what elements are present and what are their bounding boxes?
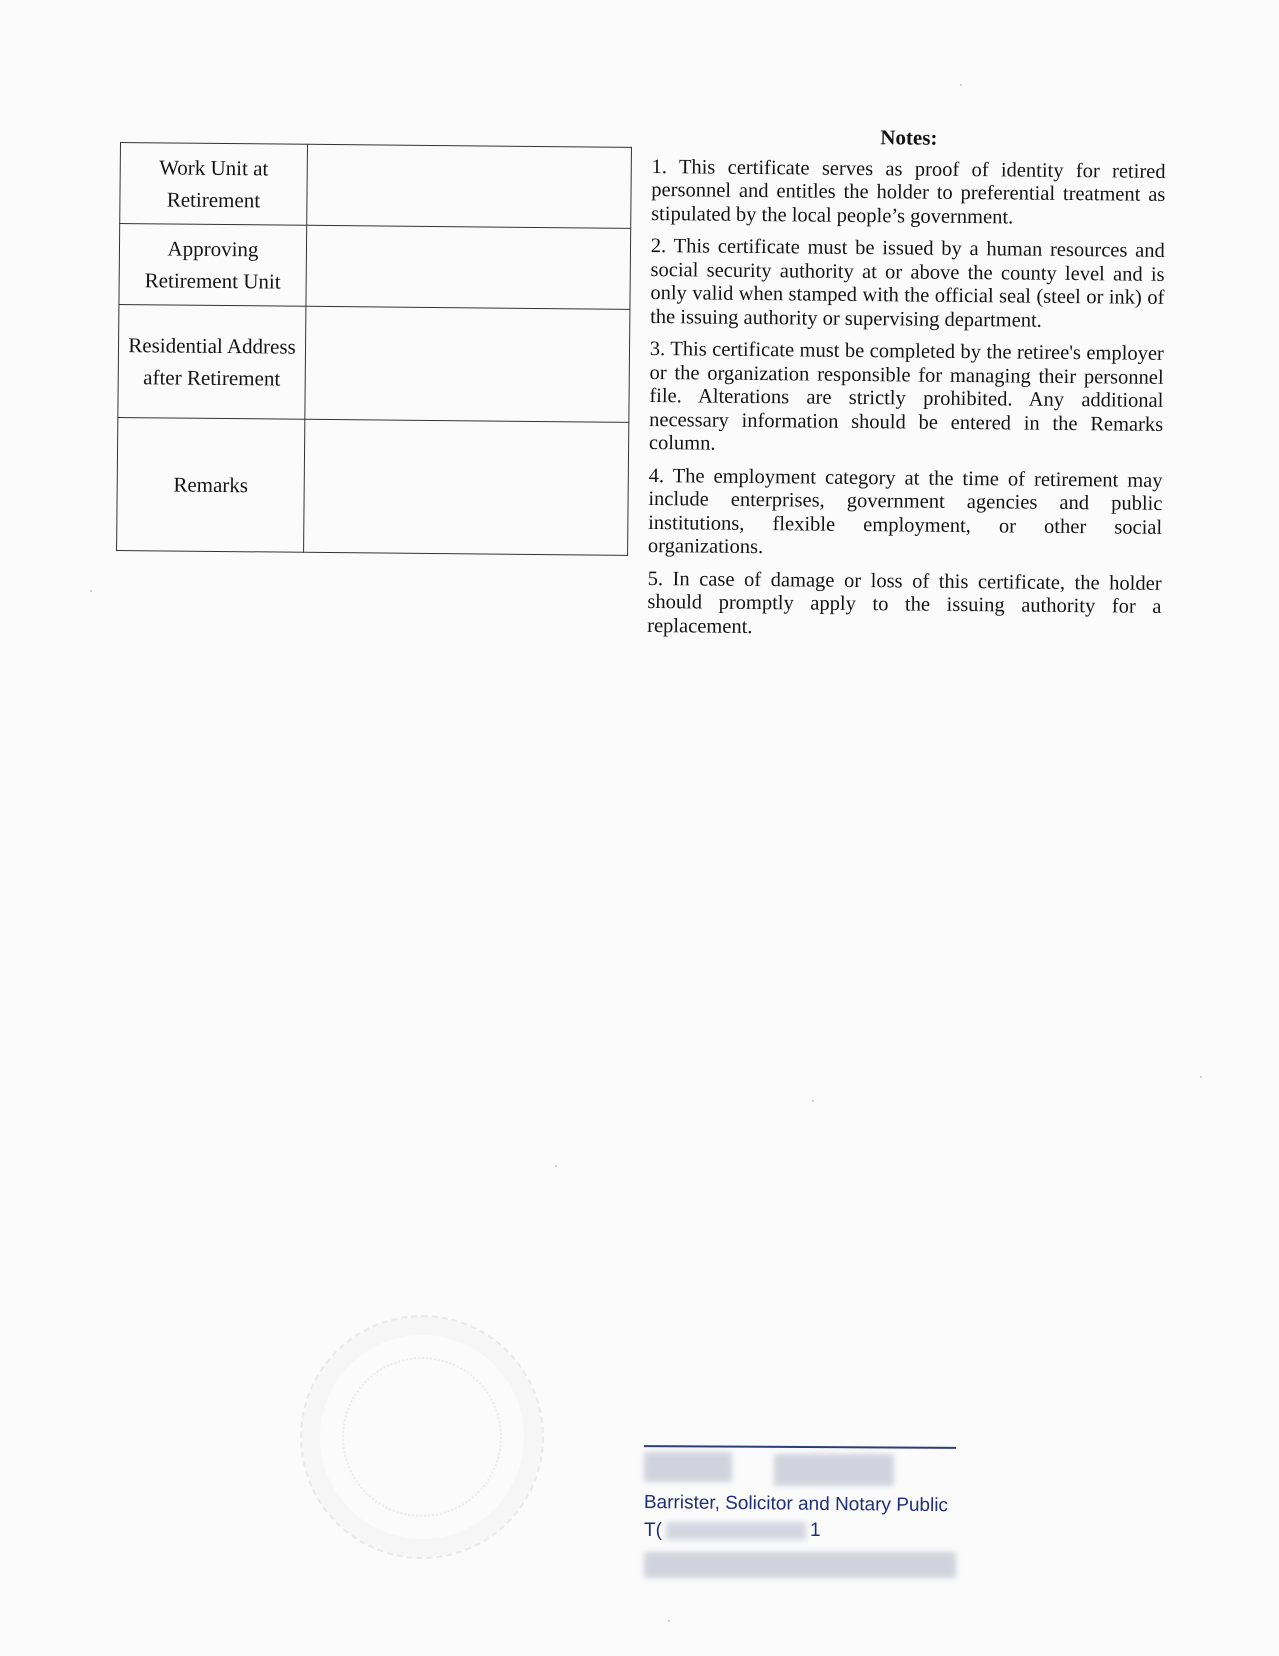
redacted-telephone bbox=[666, 1522, 806, 1540]
redacted-name bbox=[774, 1454, 894, 1486]
residential-address-value bbox=[305, 306, 630, 422]
approving-unit-label: Approving Retirement Unit bbox=[119, 224, 307, 307]
scan-speck bbox=[812, 1100, 814, 1102]
note-item-1: 1. This certificate serves as proof of identity for retired personnel and entitles the holder to preferential treatment as stipulated by the local people’s government. bbox=[651, 155, 1166, 228]
table-row bbox=[120, 143, 632, 229]
note-item-3: 3. This certificate must be completed by the retiree's employer or the organization responsible for managing their personnel file. Alterations are strictly prohibited. Any additional necessary information should be entered in the Remarks column. bbox=[648, 337, 1164, 455]
notes-title: Notes: bbox=[880, 125, 938, 150]
signature-line bbox=[644, 1445, 956, 1449]
scan-speck bbox=[668, 1620, 670, 1622]
scan-speck bbox=[555, 1165, 557, 1167]
work-unit-value bbox=[307, 144, 632, 228]
work-unit-label: Work Unit at Retirement bbox=[120, 143, 308, 226]
table-row bbox=[118, 304, 630, 422]
retirement-info-table bbox=[116, 142, 632, 556]
telephone-prefix: T( bbox=[644, 1520, 662, 1541]
redacted-name bbox=[644, 1452, 732, 1482]
approving-unit-value bbox=[306, 225, 631, 309]
table-row bbox=[119, 224, 631, 310]
residential-address-label: Residential Address after Retirement bbox=[118, 304, 306, 419]
telephone-suffix: 1 bbox=[809, 1520, 821, 1541]
notary-title: Barrister, Solicitor and Notary Public bbox=[643, 1492, 949, 1517]
scan-speck bbox=[960, 84, 962, 86]
table-row bbox=[117, 417, 629, 555]
embossed-seal-icon bbox=[300, 1315, 544, 1559]
remarks-value bbox=[304, 419, 629, 555]
redacted-address bbox=[644, 1552, 956, 1578]
remarks-label: Remarks bbox=[117, 417, 305, 552]
scan-speck bbox=[90, 590, 92, 592]
note-item-2: 2. This certificate must be issued by a human resources and social security authority at or above the county level and is only valid when stamped with the official seal (steel or ink) of the issuing authority or supervising department. bbox=[650, 234, 1165, 332]
notary-telephone bbox=[644, 1520, 821, 1542]
scan-speck bbox=[1200, 1076, 1202, 1078]
notes-section bbox=[647, 124, 1166, 652]
note-item-4: 4. The employment category at the time of retirement may include enterprises, government agencies and public institutions, flexible employment, or other social organizations. bbox=[647, 464, 1163, 559]
note-item-5: 5. In case of damage or loss of this certificate, the holder should promptly apply to the issuing authority for a replacement. bbox=[647, 567, 1162, 638]
